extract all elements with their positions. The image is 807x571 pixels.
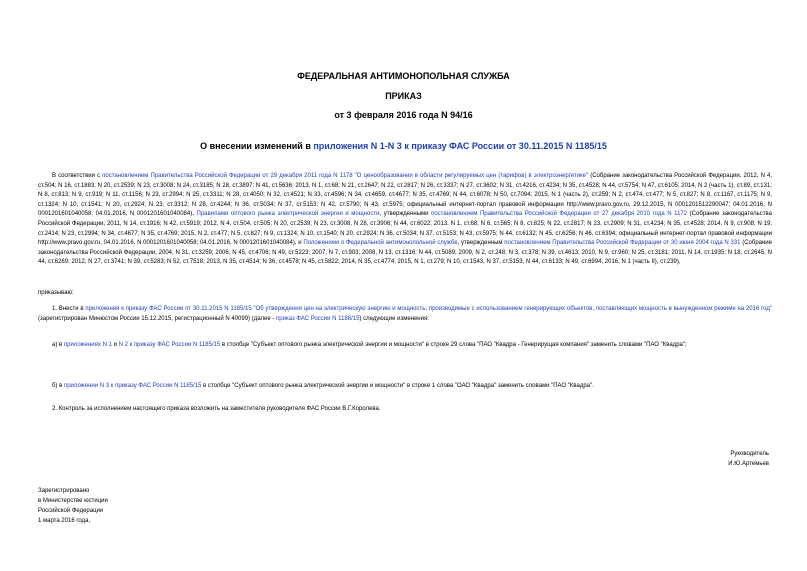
doc-type-heading: ПРИКАЗ <box>385 91 422 101</box>
item-b-text: в столбце "Субъект оптового рынка электрической энергии и мощности" в строке 1 слова "ОАО "Квадра" заменить словами "ПАО "Квадра". <box>201 383 594 389</box>
title-link[interactable]: приложения N 1-N 3 к приказу ФАС России от 30.11.2015 N 1185/15 <box>313 141 607 151</box>
item-1-text: 1. Внести в <box>52 306 86 312</box>
item-b-text: б) в <box>52 383 64 389</box>
preamble-text: (Собрание законодательства Российской Федерации, 2011, N 14, ст.1916; N 42, ст.5919; 2012, N 4, ст.504, ст.505; N 20, ст.2539; N 23, ст.3008, N 28, ст.3906; N 44, ст.6022; 2013, N 1, ст.68; N 6, ст.565; N 8, ст.825; N 22, ст.2817; N 23, ст.2909; N 31, ст.4234; N 35, ст.4528; 2014, N 9, ст.908; N 19, ст.2414; N 23, ст.2994; N 34, ст.4677; N 35, ст.4769; 2015, N 2, ст.477; N 5, ст.827; N 9, ст.1324; N 10, ст.1540; N 20, ст.2924; N 36, ст.5034; N 37, ст.5153; N 43, ст.5975; N 44, ст.6132; N 45, ст.6256; N 46, ст.6394; официальный интернет-портал правовой информации http://www.pravo.gov.ru, 04.01.2016, N 0001201601040058; 04.01.2016, N 0001201601040084), и <box>38 211 773 247</box>
link-appendix-2[interactable]: N 2 к приказу ФАС России N 1185/15 <box>118 342 221 348</box>
date-number-heading: от 3 февраля 2016 года N 94/16 <box>334 110 473 120</box>
signature-position: Руководитель <box>730 451 769 457</box>
preamble-text: , утвержденным <box>457 240 505 247</box>
registration-line-3: Российской Федерации <box>38 508 104 514</box>
link-resolution-331[interactable]: постановлением Правительства Российской Федерации от 30 июня 2004 года N 331 <box>504 240 741 247</box>
item-b-paragraph <box>38 382 772 392</box>
signature-name: И.Ю.Артемьев <box>728 461 769 467</box>
link-appendix-1[interactable]: приложениях N 1 <box>63 342 112 348</box>
link-resolution-1178[interactable]: постановлением Правительства Российской Федерации от 29 декабря 2011 года N 1178 "О ценообразовании в области регулируемых цен (тарифов) в электроэнергетике" <box>102 173 589 179</box>
preamble-text: , утвержденными <box>379 211 432 218</box>
item-2-text: 2. Контроль за исполнением настоящего приказа возложить на заместителя руководителя ФАС России В.Г.Королева. <box>52 406 381 412</box>
item-a-text: в столбце "Субъект оптового рынка электрической энергии и мощности" в строке 29 слова "ПАО "Квадра - Генерирущая компания" заменить словами "ПАО "Квадра"; <box>220 342 687 348</box>
item-1-text: (зарегистрирован Минюстом России 15.12.2015, регистрационный N 40099) (далее - <box>38 315 277 322</box>
link-order-1185[interactable]: приложения к приказу ФАС России от 30.11.2015 N 1185/15 "Об утверждении цен на электрическую энергию и мощность, производимые с использованием генерирующих объектов, поставляющих мощность в вынужденном режиме на 2016 год" <box>85 306 772 312</box>
item-1-paragraph <box>38 305 772 324</box>
link-appendix-3[interactable]: приложении N 3 к приказу ФАС России N 1185/15 <box>63 383 202 389</box>
link-wholesale-rules[interactable]: Правилами оптового рынка электрической энергии и мощности <box>196 211 380 218</box>
preamble-text: (Собрание законодательства Российской Федерации, 2012, N 4, ст.504; N 16, ст.1883; N 20, ст.2539; N 23, ст.3008; N 24, ст.3185; N 28, ст.3897; N 41, ст.5636; 2013, N 1, ст.68; N 21, ст.2647; N 22, ст.2817; N 26, ст.3337; N 27, ст.3602; N 31, ст.4216, ст.4234; N 35, ст.4528; N 44, ст.5754; N 47, ст.6105; 2014, N 2 (часть 1), ст.89, ст.131; N 8, ст.813; N 9, ст.919; N 11, ст.1156; N 23, ст.2994; N 25, ст.3311; N 28, ст.4050; N 32, ст.4521; N 33, ст.4596; N 34, ст.4659, ст.4677; N 35, ст.4769; N 44, ст.6078; N 50, ст.7094; 2015, N 1 (часть 2), ст.259; N 2, ст.474, ст.477; N 5, ст.827; N 8, ст.1167, ст.1175; N 9, ст.1324; N 10, ст.1541; N 20, ст.2924; N 23, ст.3312; N 28, ст.4244; N 36, ст.5034; N 37, ст.5153; N 42, ст.5790; N 43, ст.5975; официальный интернет-портал правовой информации http://www.pravo.gov.ru, 29.12.2015, N 0001201512290047; 04.01.2016, N 0001201601040058; 04.01.2016, N 0001201601040084), <box>38 173 772 218</box>
order-word: приказываю: <box>38 290 74 296</box>
item-2-paragraph <box>38 405 772 415</box>
link-fas-regulation[interactable]: Положением о Федеральной антимонопольной службе <box>303 240 458 247</box>
item-1-text: ) следующие изменения: <box>359 315 429 322</box>
item-a-text: и <box>111 342 119 348</box>
title-prefix: О внесении изменений в <box>200 141 314 151</box>
registration-line-1: Зарегистрировано <box>38 488 90 494</box>
registration-line-4: 1 марта 2016 года, <box>38 518 91 524</box>
document-title <box>0 141 807 152</box>
item-a-text: а) в <box>52 342 64 348</box>
agency-heading: ФЕДЕРАЛЬНАЯ АНТИМОНОПОЛЬНАЯ СЛУЖБА <box>297 71 510 81</box>
link-resolution-1172[interactable]: постановлением Правительства Российской Федерации от 27 декабря 2010 года N 1172 <box>431 211 688 218</box>
preamble-paragraph <box>38 172 772 268</box>
registration-line-2: в Министерстве юстиции <box>38 498 108 504</box>
preamble-text: В соответствии с <box>52 173 103 179</box>
link-order-1188[interactable]: приказ ФАС России N 1188/15 <box>276 315 360 322</box>
preamble-text: (Собрание законодательства Российской Федерации, 2004, N 31, ст.3259; 2006, N 45, ст.4706; N 49, ст.5223; 2007, N 7, ст.903; 2008, N 13, ст.1316; N 44, ст.5089; 2009, N 2, ст.248; N 3, ст.378; N 39, ст.4613; 2010, N 9, ст.960; N 25, ст.3181; 2011, N 14, ст.1935; N 18, ст.2645; N 44, ст.6269; 2012, N 27, ст.3741; N 39, ст.5283; N 52, ст.7518; 2013, N 35, ст.4514; N 36, ст.4578; N 45, ст.5822; 2014, N 35, ст.4774; 2015, N 1, ст.279; N 10, ст.1543, N 37, ст.5153, N 44, ст.6133; N 49, ст.6994; 2016, N 1 (часть II), ст.239), <box>38 240 773 266</box>
item-a-paragraph <box>38 341 772 351</box>
